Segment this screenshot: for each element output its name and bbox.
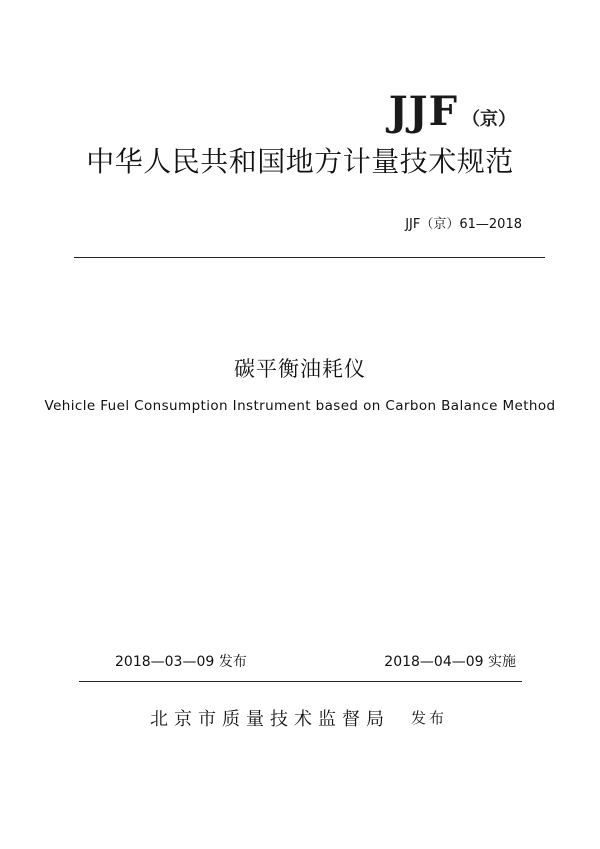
top-divider [74, 257, 545, 258]
document-title-chinese: 碳平衡油耗仪 [234, 357, 366, 381]
issuer-heading: 中华人民共和国地方计量技术规范 [86, 145, 514, 178]
bottom-divider [79, 681, 522, 682]
logo-jjf-text: JJF [388, 88, 458, 135]
standard-code-number: JJF（京）61—2018 [405, 217, 522, 232]
publish-label: 发布 [411, 709, 448, 727]
implementation-date: 2018—04—09 实施 [384, 654, 516, 670]
publisher-name: 北京市质量技术监督局 [150, 709, 390, 730]
logo-region-text: （京） [462, 109, 516, 130]
standard-logo [388, 88, 516, 135]
document-title-english: Vehicle Fuel Consumption Instrument based on Carbon Balance Method [44, 398, 556, 414]
issue-date: 2018—03—09 发布 [115, 654, 247, 670]
